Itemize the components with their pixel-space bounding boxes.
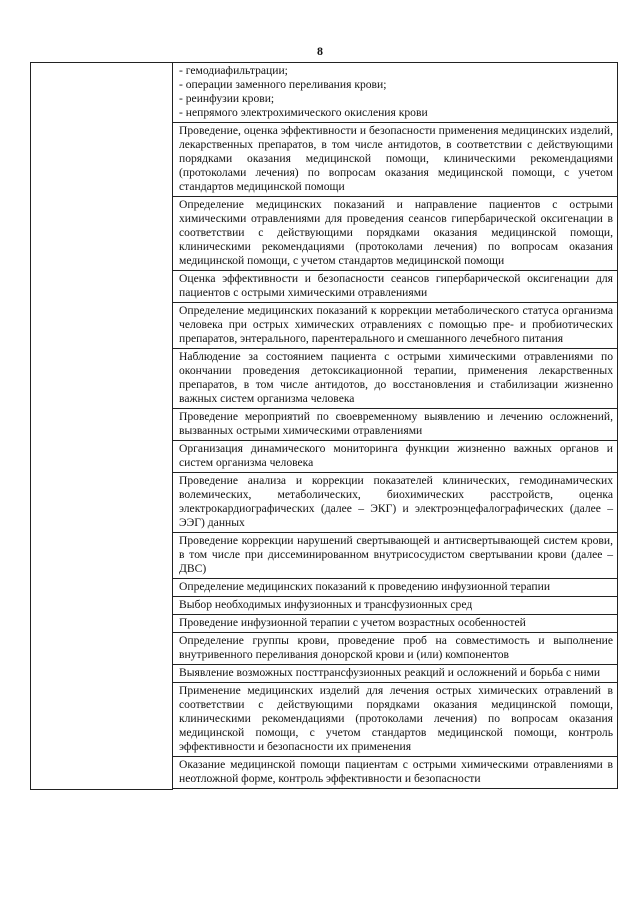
table-row bbox=[173, 441, 618, 473]
table-cell bbox=[173, 349, 618, 409]
row-text: Оказание медицинской помощи пациентам с острыми химическими отравлениями в неотложной форме, контроль эффективности и безопасности bbox=[179, 758, 613, 785]
table-cell bbox=[173, 271, 618, 303]
list-item: - операции заменного переливания крови; bbox=[179, 78, 387, 91]
table-row bbox=[173, 473, 618, 533]
table-row bbox=[173, 579, 618, 597]
table-cell bbox=[173, 665, 618, 683]
row-text: Оценка эффективности и безопасности сеансов гипербарической оксигенации для пациентов с острыми химическими отравлениями bbox=[179, 272, 613, 299]
row-text: Определение медицинских показаний к коррекции метаболического статуса организма человека при острых химических отравлениях с помощью пре- и пробиотических препаратов, энтерального, парентерального и смешанного лечебного питания bbox=[179, 304, 613, 345]
row-text: Наблюдение за состоянием пациента с острыми химическими отравлениями по окончании проведения детоксикационной терапии, применения лекарственных препаратов, в том числе антидотов, до восстановления и стабилизации жизненно важных систем организма человека bbox=[179, 350, 613, 405]
left-column bbox=[30, 62, 173, 790]
row-text: Проведение анализа и коррекции показателей клинических, гемодинамических волемических, метаболических, биохимических расстройств, оценка электрокардиографических (далее – ЭКГ) и электроэнцефалографических (далее – ЭЭГ) данных bbox=[179, 474, 613, 529]
row-text: Проведение, оценка эффективности и безопасности применения медицинских изделий, лекарственных препаратов, в том числе антидотов, в соответствии с действующими порядками оказания медицинской помощи, клиническими рекомендациями (протоколами лечения) по вопросам оказания медицинской помощи, с учетом стандартов медицинской помощи bbox=[179, 124, 613, 193]
row-text: Организация динамического мониторинга функции жизненно важных органов и систем организма человека bbox=[179, 442, 613, 469]
table-row bbox=[173, 633, 618, 665]
row-text: Применение медицинских изделий для лечения острых химических отравлений в соответствии с действующими порядками оказания медицинской помощи, клиническими рекомендациями (протоколами лечения) по вопросам оказания медицинской помощи, с учетом стандартов медицинской помощи, контроль эффективности и безопасности их применения bbox=[179, 684, 613, 753]
table-cell bbox=[173, 597, 618, 615]
table-cell bbox=[173, 123, 618, 197]
list-item: - реинфузии крови; bbox=[179, 92, 275, 105]
row-text: Выбор необходимых инфузионных и трансфузионных сред bbox=[179, 598, 473, 611]
table-cell bbox=[173, 409, 618, 441]
table-row bbox=[173, 197, 618, 271]
list-item: - гемодиафильтрации; bbox=[179, 64, 288, 77]
table-cell bbox=[173, 683, 618, 757]
table-cell bbox=[173, 615, 618, 633]
table-cell bbox=[173, 441, 618, 473]
table-row bbox=[173, 63, 618, 123]
table-row bbox=[173, 533, 618, 579]
table-cell bbox=[173, 473, 618, 533]
row-text: Проведение инфузионной терапии с учетом возрастных особенностей bbox=[179, 616, 526, 629]
table-cell bbox=[173, 579, 618, 597]
table-cell bbox=[173, 633, 618, 665]
table-cell bbox=[173, 533, 618, 579]
row-text: Проведение коррекции нарушений свертывающей и антисвертывающей систем крови, в том числе при диссеминированном внутрисосудистом свертывании крови (далее – ДВС) bbox=[179, 534, 613, 575]
table-cell bbox=[173, 757, 618, 789]
table-row bbox=[173, 409, 618, 441]
table-row bbox=[173, 597, 618, 615]
table-row bbox=[173, 757, 618, 789]
row-text: Выявление возможных посттрансфузионных реакций и осложнений и борьба с ними bbox=[179, 666, 601, 679]
table-row bbox=[173, 303, 618, 349]
table-row bbox=[173, 683, 618, 757]
row-text: Проведение мероприятий по своевременному выявлению и лечению осложнений, вызванных острыми химическими отравлениями bbox=[179, 410, 613, 437]
page-number: 8 bbox=[317, 44, 323, 58]
table-row bbox=[173, 123, 618, 197]
functions-table bbox=[172, 62, 618, 789]
table-cell bbox=[173, 197, 618, 271]
table-row bbox=[173, 665, 618, 683]
row-text: Определение медицинских показаний к проведению инфузионной терапии bbox=[179, 580, 551, 593]
table-row bbox=[173, 349, 618, 409]
table-row bbox=[173, 271, 618, 303]
table-row bbox=[173, 615, 618, 633]
table-cell bbox=[173, 303, 618, 349]
row-text: Определение группы крови, проведение проб на совместимость и выполнение внутривенного переливания донорской крови и (или) компонентов bbox=[179, 634, 613, 661]
list-item: - непрямого электрохимического окисления крови bbox=[179, 106, 428, 119]
table-cell bbox=[173, 63, 618, 123]
row-text: Определение медицинских показаний и направление пациентов с острыми химическими отравлениями для проведения сеансов гипербарической оксигенации в соответствии с действующими порядками оказания медицинской помощи, клиническими рекомендациями (протоколами лечения) по вопросам оказания медицинской помощи, с учетом стандартов медицинской помощи bbox=[179, 198, 613, 267]
